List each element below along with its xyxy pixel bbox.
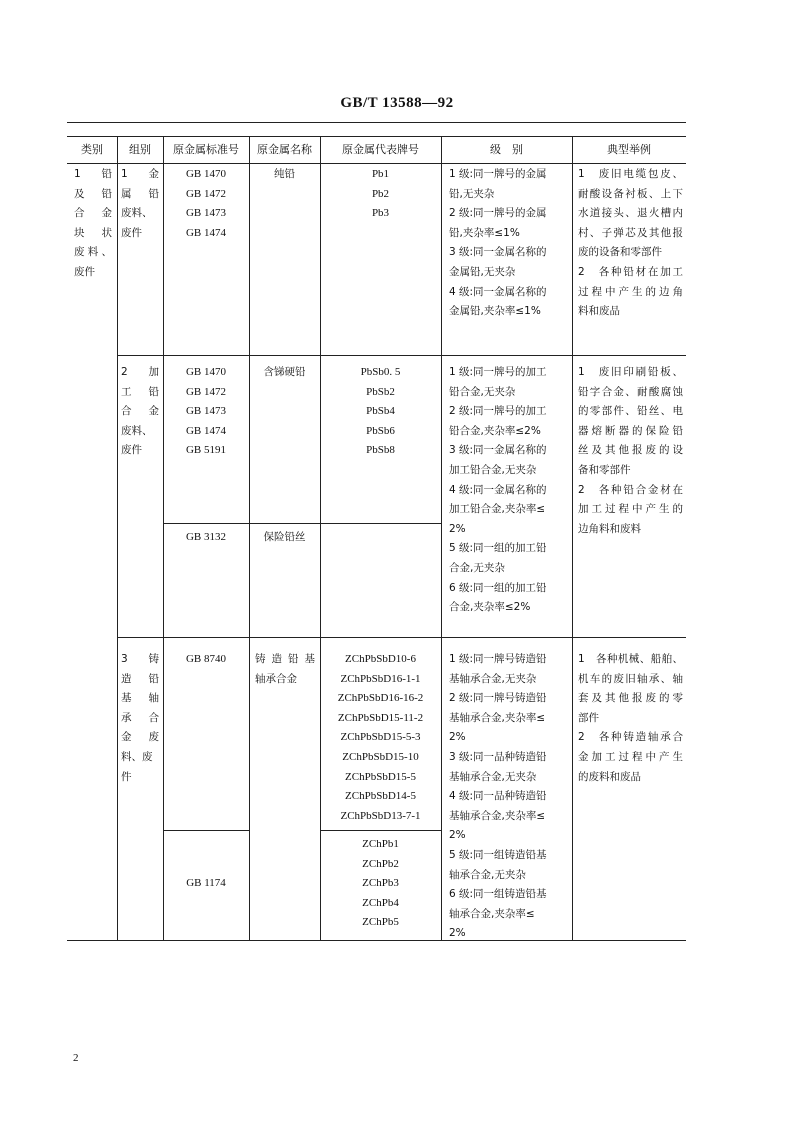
- group-3-grades: [320, 650, 441, 826]
- level-line: 铅,无夹杂: [449, 187, 495, 200]
- group-1-examples: [578, 165, 683, 322]
- group-1-levels: [449, 165, 567, 322]
- level-line: 金属铅,夹杂率≤1%: [449, 305, 541, 318]
- grade-code: PbSb2: [366, 385, 395, 398]
- level-line: 2%: [449, 927, 466, 940]
- group-line: 2 加: [121, 366, 159, 378]
- level-line: 2%: [449, 522, 466, 535]
- table-top-rule: [67, 122, 686, 123]
- level-line: 1 级:同一牌号的加工: [449, 366, 547, 378]
- level-line: 2 级:同一牌号的金属: [449, 207, 547, 220]
- group-2-levels: [449, 363, 567, 618]
- example-line: 的零部件、铅丝、电: [578, 405, 683, 418]
- group-separator-2: [117, 637, 686, 638]
- example-line: 1 各种机械、船舶、: [578, 653, 683, 665]
- grade-code: Pb2: [371, 187, 390, 200]
- group-2-sub-name: 保险铅丝: [263, 531, 306, 543]
- category-line: 合 金: [74, 207, 112, 220]
- example-line: 机车的废旧轴承、轴: [578, 672, 683, 685]
- category-cell: [74, 165, 112, 283]
- level-line: 2%: [449, 829, 466, 842]
- level-line: 2%: [449, 731, 466, 744]
- grade-code: PbSb4: [366, 405, 395, 418]
- group-line: 料、废: [121, 750, 153, 763]
- group-2-standards: [163, 363, 249, 461]
- grade-code: Pb1: [371, 168, 390, 180]
- group-line: 废件: [121, 226, 142, 239]
- group-line: 件: [121, 770, 132, 783]
- group-2-metal-name: 含锑硬铅: [263, 366, 306, 378]
- level-line: 铅,夹杂率≤1%: [449, 226, 520, 239]
- group-3-examples: [578, 650, 683, 787]
- level-line: 基轴承合金,夹杂率≤: [449, 711, 546, 724]
- group-3-sub-standard: GB 1174: [186, 877, 226, 889]
- example-line: 1 废旧印刷铅板、: [578, 366, 683, 378]
- page-number: 2: [73, 1052, 79, 1064]
- level-line: 铅合金,夹杂率≤2%: [449, 424, 541, 437]
- grade-code: ZChPbSbD10-6: [345, 653, 416, 665]
- level-line: 加工铅合金,夹杂率≤: [449, 503, 546, 516]
- group-line: 废件: [121, 444, 142, 457]
- level-line: 3 级:同一金属名称的: [449, 444, 547, 457]
- group-separator-1: [117, 355, 686, 356]
- level-line: 2 级:同一牌号的加工: [449, 405, 547, 418]
- level-line: 3 级:同一金属名称的: [449, 246, 547, 259]
- grade-code: PbSb0. 5: [360, 366, 401, 378]
- col-divider-6: [572, 136, 573, 940]
- standard-number: GB 1470: [185, 168, 227, 180]
- standard-number-header: GB/T 13588—92: [340, 95, 454, 111]
- example-line: 的废料和废品: [578, 770, 641, 783]
- level-line: 基轴承合金,夹杂率≤: [449, 809, 546, 822]
- example-line: 铅字合金、耐酸腐蚀: [578, 385, 683, 398]
- level-line: 加工铅合金,无夹杂: [449, 463, 537, 476]
- col-divider-5: [441, 136, 442, 940]
- level-line: 2 级:同一牌号铸造铅: [449, 692, 547, 705]
- level-line: 合金,无夹杂: [449, 561, 505, 574]
- group-line: 3 铸: [121, 653, 159, 665]
- example-line: 耐酸设备衬板、上下: [578, 187, 683, 200]
- example-line: 2 各种铅合金材在: [578, 483, 683, 496]
- group-1-grades: [320, 165, 441, 224]
- standard-number: GB 1473: [185, 207, 227, 220]
- standard-number: GB 1474: [185, 226, 227, 239]
- level-line: 基轴承合金,无夹杂: [449, 770, 537, 783]
- metal-name-line: 轴承合金: [255, 672, 297, 685]
- example-line: 金加工过程中产生: [578, 750, 683, 763]
- example-line: 备和零部件: [578, 463, 631, 476]
- grade-code: ZChPbSbD15-5-3: [340, 731, 421, 744]
- level-line: 轴承合金,无夹杂: [449, 868, 526, 881]
- example-line: 水道接头、退火槽内: [578, 207, 683, 220]
- grade-code: ZChPbSbD15-10: [342, 750, 419, 763]
- group-3-label: [121, 650, 159, 787]
- grade-code: ZChPb5: [362, 916, 399, 929]
- example-line: 边角料和废料: [578, 522, 641, 535]
- metal-name-line: 铸造铅基: [255, 653, 315, 665]
- group-line: 1 金: [121, 168, 159, 180]
- grade-code: ZChPbSbD15-5: [345, 770, 416, 783]
- grade-code: Pb3: [371, 207, 390, 220]
- col-header-metal-name: 原金属名称: [257, 143, 312, 156]
- table-bottom-rule: [67, 940, 686, 941]
- col-header-category: 类别: [81, 143, 103, 156]
- level-line: 金属铅,无夹杂: [449, 265, 516, 278]
- example-line: 村、子弹芯及其他报: [578, 226, 683, 239]
- group-1-standards: [163, 165, 249, 243]
- example-line: 废的设备和零部件: [578, 246, 662, 259]
- col-header-standard: 原金属标准号: [173, 143, 239, 156]
- example-line: 料和废品: [578, 305, 620, 318]
- col-header-level: 级 别: [490, 143, 523, 156]
- standard-number: GB 1472: [185, 187, 227, 200]
- group-1-label: [121, 165, 159, 243]
- grade-code: ZChPbSbD15-11-2: [337, 711, 424, 724]
- group-3-levels: [449, 650, 567, 944]
- group-line: 承 合: [121, 711, 159, 724]
- group-line: 废料、: [121, 424, 153, 437]
- group-2-grades: [320, 363, 441, 461]
- grade-code: ZChPbSbD16-16-2: [337, 692, 424, 705]
- standard-number: GB 1474: [185, 424, 227, 437]
- level-line: 1 级:同一牌号的金属: [449, 168, 547, 180]
- grade-code: PbSb6: [366, 424, 395, 437]
- grade-code: ZChPb3: [362, 877, 399, 890]
- standard-number: GB 1470: [185, 366, 227, 378]
- level-line: 3 级:同一品种铸造铅: [449, 750, 547, 763]
- category-line: 及 铅: [74, 187, 112, 200]
- example-line: 器熔断器的保险铅: [578, 424, 683, 437]
- example-line: 丝及其他报废的设: [578, 444, 683, 457]
- col-header-example: 典型举例: [607, 143, 651, 156]
- standard-number: GB 1473: [185, 405, 227, 418]
- group-line: 废料、: [121, 207, 153, 220]
- col-header-group: 组别: [129, 143, 151, 156]
- group-line: 金 废: [121, 731, 159, 744]
- grade-code: ZChPb4: [362, 896, 399, 909]
- grade-code: ZChPbSbD13-7-1: [340, 809, 421, 822]
- level-line: 6 级:同一组的加工铅: [449, 581, 547, 594]
- grade-code: ZChPb2: [362, 857, 399, 870]
- group-line: 属 铅: [121, 187, 159, 200]
- col-header-grade-code: 原金属代表牌号: [342, 143, 419, 156]
- group-3-sub-grades: [320, 835, 441, 933]
- grade-code: ZChPb1: [362, 838, 399, 850]
- grade-code: ZChPbSbD16-1-1: [340, 672, 421, 685]
- group-2-label: [121, 363, 159, 461]
- group-3-standard: GB 8740: [185, 653, 227, 665]
- category-line: 废件: [74, 265, 95, 278]
- level-line: 4 级:同一金属名称的: [449, 483, 547, 496]
- level-line: 合金,夹杂率≤2%: [449, 601, 531, 614]
- level-line: 基轴承合金,无夹杂: [449, 672, 537, 685]
- level-line: 5 级:同一组铸造铅基: [449, 848, 547, 861]
- group-line: 工 铅: [121, 385, 159, 398]
- level-line: 铅合金,无夹杂: [449, 385, 516, 398]
- category-line: 废料、: [74, 246, 112, 259]
- sub-separator-fuse: [163, 523, 441, 524]
- level-line: 轴承合金,夹杂率≤: [449, 907, 535, 920]
- level-line: 5 级:同一组的加工铅: [449, 542, 547, 555]
- sub-separator-zchpb-grade: [320, 830, 441, 831]
- example-line: 2 各种铅材在加工: [578, 265, 683, 278]
- group-2-examples: [578, 363, 683, 539]
- col-divider-1: [117, 136, 118, 940]
- example-line: 加工过程中产生的: [578, 503, 683, 516]
- group-2-sub-standard: GB 3132: [185, 531, 227, 543]
- standard-number: GB 1472: [185, 385, 227, 398]
- group-line: 造 铅: [121, 672, 159, 685]
- example-line: 2 各种铸造轴承合: [578, 731, 683, 744]
- group-line: 基 轴: [121, 692, 159, 705]
- group-1-metal-name: 纯铅: [274, 168, 295, 180]
- category-line: 块 状: [74, 226, 112, 239]
- grade-code: ZChPbSbD14-5: [345, 790, 416, 803]
- example-line: 部件: [578, 711, 599, 724]
- example-line: 1 废旧电缆包皮、: [578, 168, 683, 180]
- example-line: 过程中产生的边角: [578, 285, 683, 298]
- level-line: 6 级:同一组铸造铅基: [449, 888, 547, 901]
- example-line: 套及其他报废的零: [578, 692, 683, 705]
- level-line: 1 级:同一牌号铸造铅: [449, 653, 547, 665]
- sub-separator-zchpb: [163, 830, 249, 831]
- level-line: 4 级:同一品种铸造铅: [449, 790, 547, 803]
- category-line: 1 铅: [74, 168, 112, 180]
- group-line: 合 金: [121, 405, 159, 418]
- standard-number: GB 5191: [185, 444, 227, 457]
- group-3-metal-name: [255, 650, 315, 689]
- grade-code: PbSb8: [366, 444, 395, 457]
- level-line: 4 级:同一金属名称的: [449, 285, 547, 298]
